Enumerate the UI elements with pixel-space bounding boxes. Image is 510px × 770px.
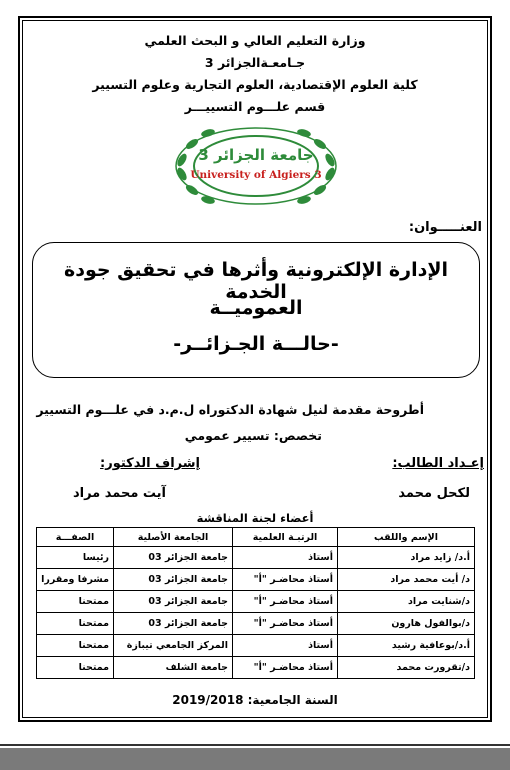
member-rank: أستاذ [233, 635, 338, 657]
member-rank: أستاذ محاضـر "أ" [233, 657, 338, 679]
table-row [37, 547, 475, 569]
member-rank: أستاذ محاضـر "أ" [233, 569, 338, 591]
bottom-bar [0, 748, 510, 770]
university-line: جـامعـةالجزائر 3 [204, 55, 306, 70]
academic-year: السنة الجامعية: 2019/2018 [172, 693, 338, 707]
header-role: الصفـــة [37, 528, 114, 547]
title-line-1: الإدارة الإلكترونية وأثرها في تحقيق جودة الخدمة [64, 259, 448, 303]
bottom-divider [0, 744, 510, 746]
committee-title: أعضاء لجنة المناقشة [196, 511, 314, 525]
table-header-row [37, 528, 475, 547]
title-box [32, 242, 480, 378]
header-rank: الرتبـة العلمية [233, 528, 338, 547]
thesis-specialty: تخصص: تسيير عمومي [184, 428, 322, 443]
title-label: العنـــــوان: [408, 220, 482, 235]
title-line-3: -حالـــة الجـزائــر- [173, 333, 339, 355]
member-university: جامعة الجزائر 03 [114, 613, 233, 635]
member-university: جامعة الجزائر 03 [114, 591, 233, 613]
member-name: د/تقرورت محمد [338, 657, 475, 679]
university-logo [168, 120, 344, 212]
member-role: رئيسا [37, 547, 114, 569]
committee-table [36, 527, 475, 679]
table-row [37, 657, 475, 679]
member-role: ممتحنا [37, 591, 114, 613]
logo-arabic-text: جامعة الجزائر 3 [198, 146, 314, 164]
member-rank: أستاذ محاضـر "أ" [233, 591, 338, 613]
thesis-description: أطروحة مقدمة لنيل شهادة الدكتوراه ل.م.د في علـــوم التسيير [36, 402, 424, 417]
faculty-line: كلية العلوم الإقتصادية، العلوم التجارية وعلوم التسيير [92, 77, 418, 92]
department-line: قسم علـــوم التسييـــر [184, 99, 326, 114]
table-row [37, 613, 475, 635]
member-role: ممتحنا [37, 613, 114, 635]
supervisor-label: إشراف الدكتور: [100, 456, 200, 471]
member-rank: أستاذ محاضـر "أ" [233, 613, 338, 635]
student-name: لكحل محمد [398, 486, 470, 501]
supervisor-name: آيت محمد مراد [72, 486, 166, 501]
table-row [37, 635, 475, 657]
member-role: مشرفا ومقررا [37, 569, 114, 591]
logo-english-text: University of Algiers 3 [190, 169, 322, 181]
member-name: د/شنايت مراد [338, 591, 475, 613]
header-university: الجامعة الأصلية [114, 528, 233, 547]
member-university: جامعة الشلف [114, 657, 233, 679]
member-university: جامعة الجزائر 03 [114, 569, 233, 591]
table-row [37, 591, 475, 613]
member-name: د/بوالفول هارون [338, 613, 475, 635]
member-role: ممتحنا [37, 635, 114, 657]
member-name: أ.د/ زايد مراد [338, 547, 475, 569]
member-university: جامعة الجزائر 03 [114, 547, 233, 569]
member-name: أ.د/بوعافية رشيد [338, 635, 475, 657]
header-name: الإسم واللقب [338, 528, 475, 547]
ministry-line: وزارة التعليم العالي و البحث العلمي [144, 33, 366, 48]
member-role: ممتحنا [37, 657, 114, 679]
student-label: إعـداد الطالب: [392, 456, 484, 471]
title-line-2: العموميــة [209, 297, 303, 319]
table-row [37, 569, 475, 591]
member-name: د/ أيت محمد مراد [338, 569, 475, 591]
member-university: المركز الجامعي تيبازة [114, 635, 233, 657]
member-rank: أستاذ [233, 547, 338, 569]
